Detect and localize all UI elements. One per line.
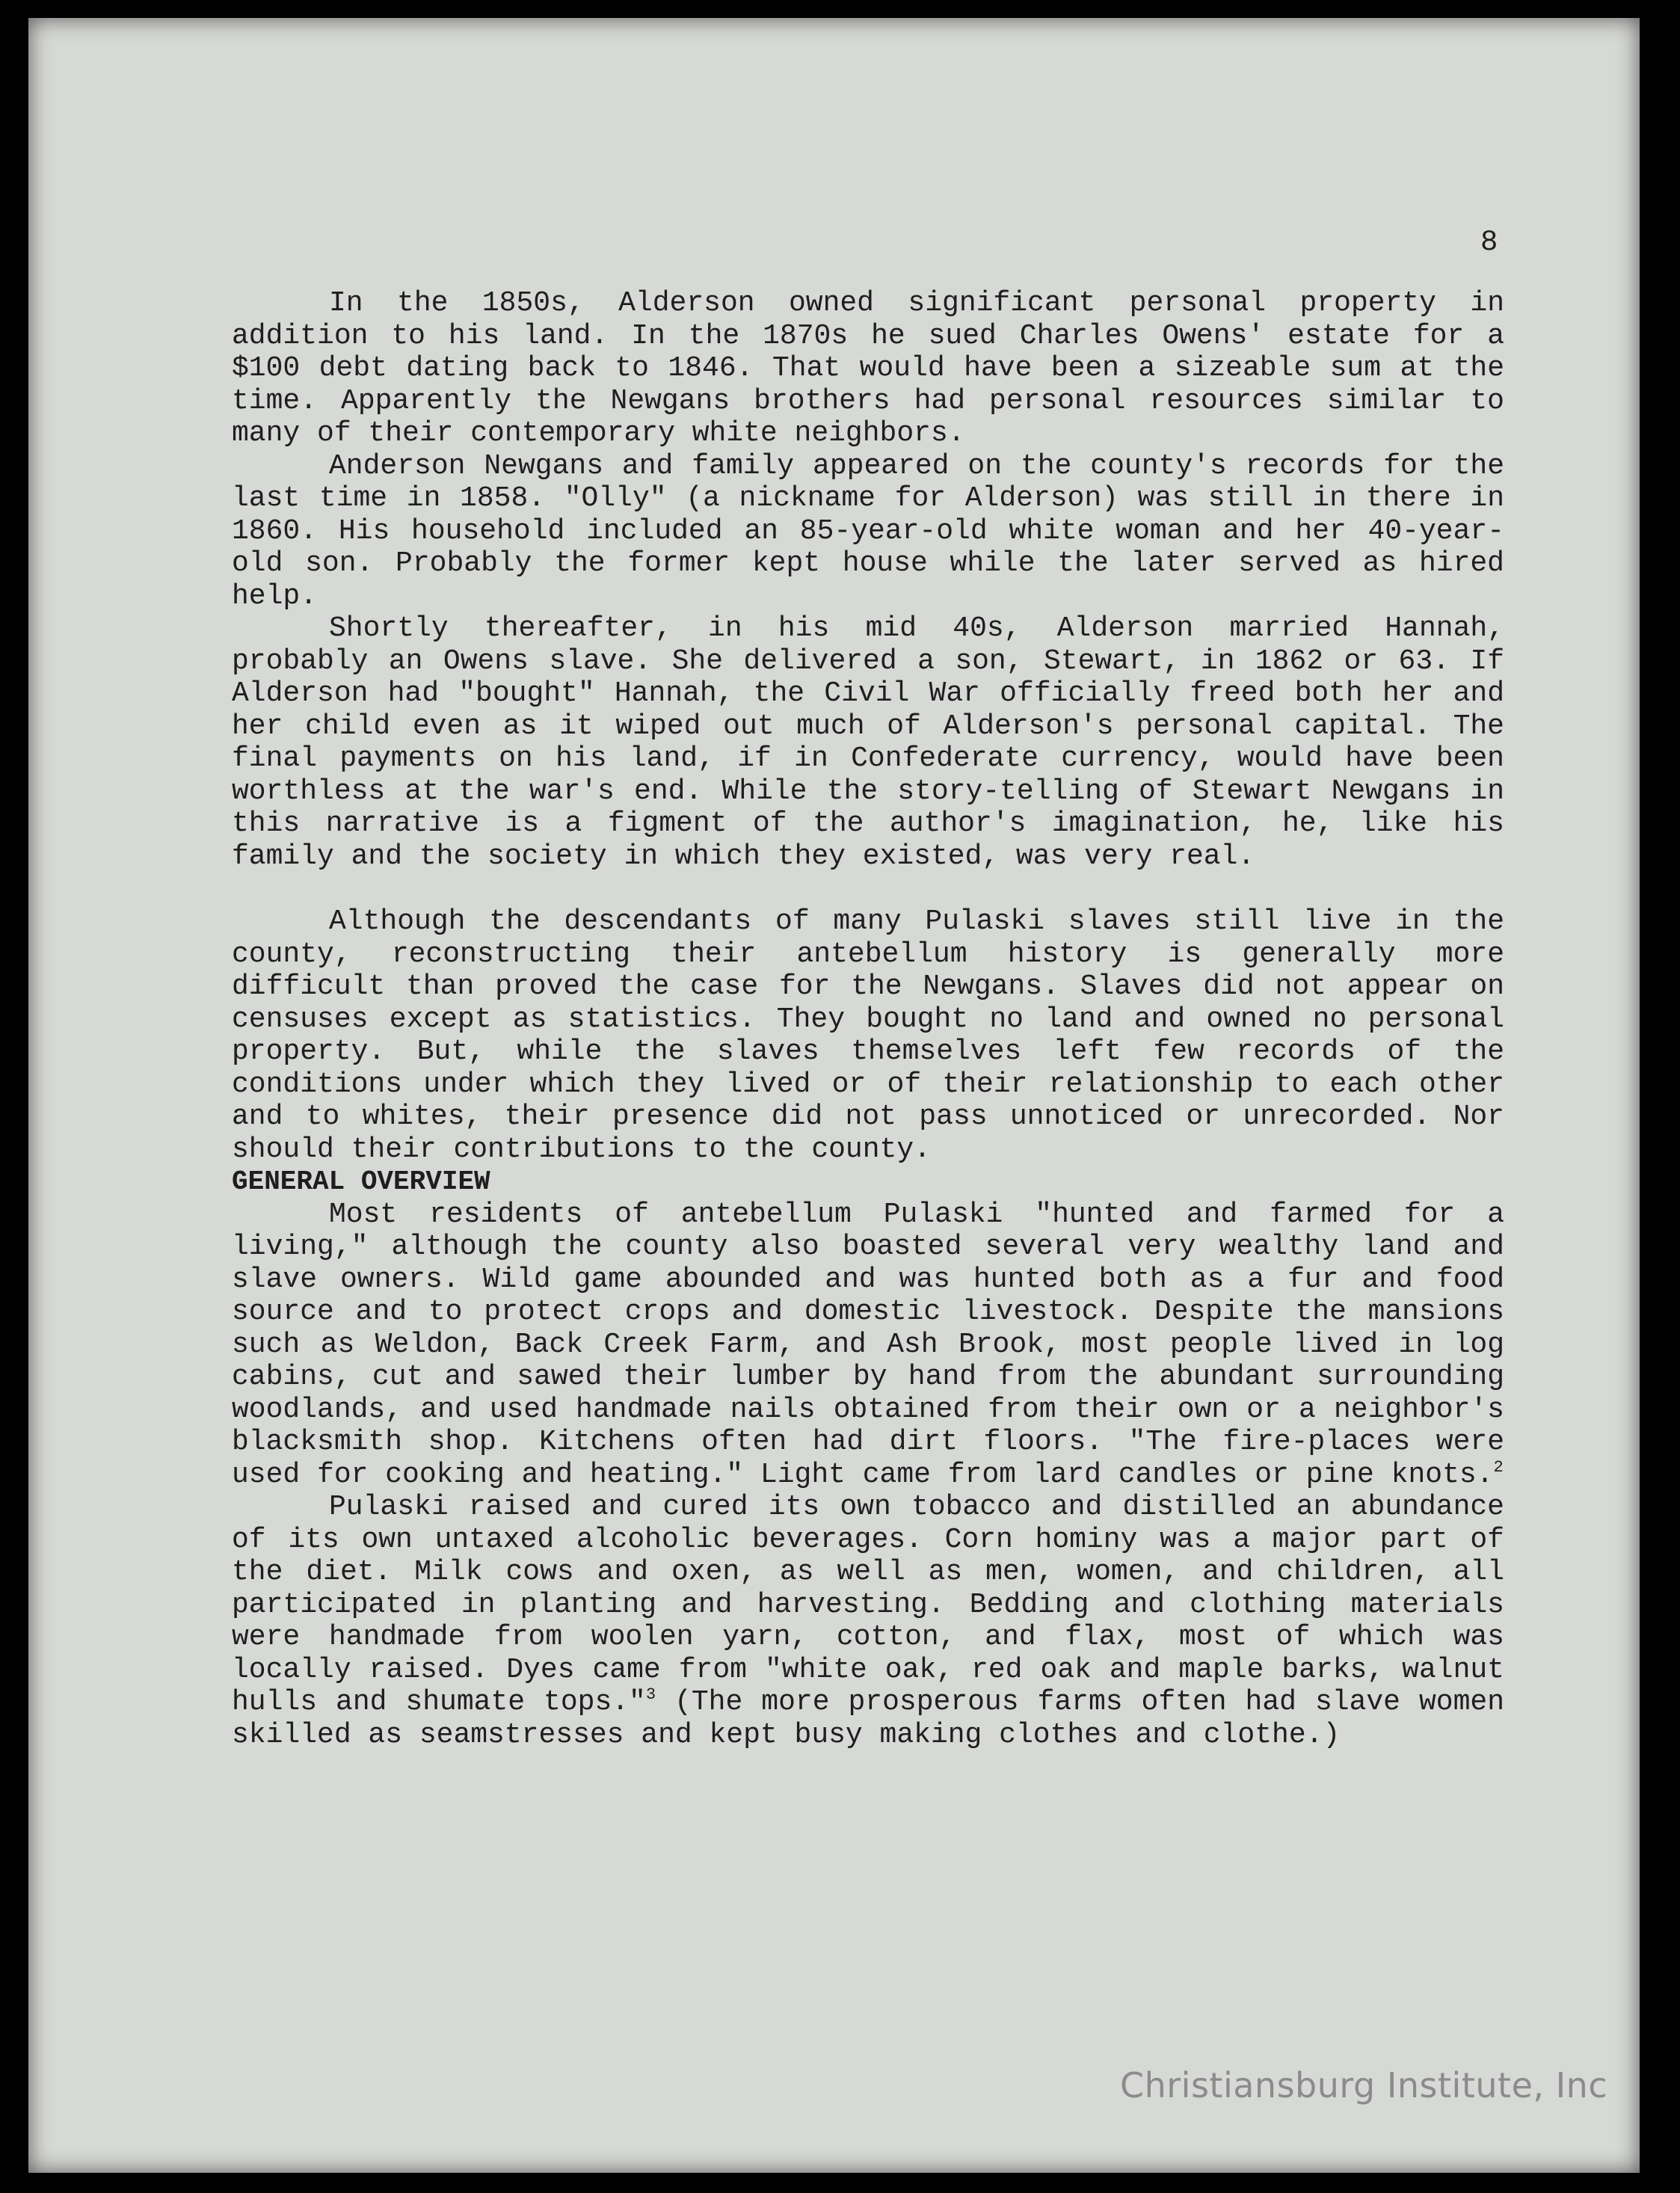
- overview-text: Most residents of antebellum Pulaski "hunted and farmed for a living," although the county also boasted several very wealthy land and slave owners. Wild game abounded and was hunted both as a fur and food source and to protect crops and domestic livestock. Despite the mansions such as Weldon, Back Creek Farm, and Ash Brook, most people lived in log cabins, cut and sawed their lumber by hand from the abundant surrounding woodlands, and used handmade nails obtained from their own or a neighbor's blacksmith shop. Kitchens often had dirt floors. "The fire-places were used for cooking and heating." Light came from lard candles or pine knots.: [232, 1198, 1504, 1491]
- paragraph-alderson-property: In the 1850s, Alderson owned significant personal property in addition to his land. In the 1870s he sued Charles Owens' estate for a $100 debt dating back to 1846. That would have been a sizeable sum at the time. Apparently the Newgans brothers had personal resources similar to many of their contemporary white neighbors.: [232, 287, 1504, 449]
- produce-text-continued: (The more prosperous farms often had slave women skilled as seamstresses and kept busy making clothes and clothe.): [232, 1686, 1504, 1751]
- paragraph-slave-history: Although the descendants of many Pulaski slaves still live in the county, reconstructing their antebellum history is generally more difficult than proved the case for the Newgans. Slaves did not appear on censuses except as statistics. They bought no land and owned no personal property. But, while the slaves themselves left few records of the conditions under which they lived or of their relationship to each other and to whites, their presence did not pass unnoticed or unrecorded. Nor should their contributions to the county.: [232, 905, 1504, 1166]
- section-heading: GENERAL OVERVIEW: [232, 1166, 490, 1197]
- body-text: [232, 287, 1504, 1751]
- footnote-marker-3: 3: [645, 1685, 656, 1704]
- paragraph-pulaski-produce: [232, 1491, 1504, 1751]
- produce-text: Pulaski raised and cured its own tobacco and distilled an abundance of its own untaxed alcoholic beverages. Corn hominy was a major part of the diet. Milk cows and oxen, as well as men, women, and children, all participated in planting and harvesting. Bedding and clothing materials were handmade from woolen yarn, cotton, and flax, most of which was locally raised. Dyes came from "white oak, red oak and maple barks, walnut hulls and shumate tops.": [232, 1491, 1504, 1718]
- paragraph-anderson-records: Anderson Newgans and family appeared on the county's records for the last time in 1858. "Olly" (a nickname for Alderson) was still in there in 1860. His household included an 85-year-old white woman and her 40-year-old son. Probably the former kept house while the later served as hired help.: [232, 449, 1504, 612]
- paragraph-general-overview: [232, 1199, 1504, 1492]
- paragraph-hannah-marriage: Shortly thereafter, in his mid 40s, Alderson married Hannah, probably an Owens slave. She delivered a son, Stewart, in 1862 or 63. If Alderson had "bought" Hannah, the Civil War officially freed both her and her child even as it wiped out much of Alderson's personal capital. The final payments on his land, if in Confederate currency, would have been worthless at the war's end. While the story-telling of Stewart Newgans in this narrative is a figment of the author's imagination, he, like his family and the society in which they existed, was very real.: [232, 612, 1504, 873]
- watermark: Christiansburg Institute, Inc: [1120, 2065, 1608, 2106]
- page-number: 8: [1480, 226, 1498, 259]
- footnote-marker-2: 2: [1493, 1457, 1504, 1477]
- document-page: [28, 18, 1640, 2173]
